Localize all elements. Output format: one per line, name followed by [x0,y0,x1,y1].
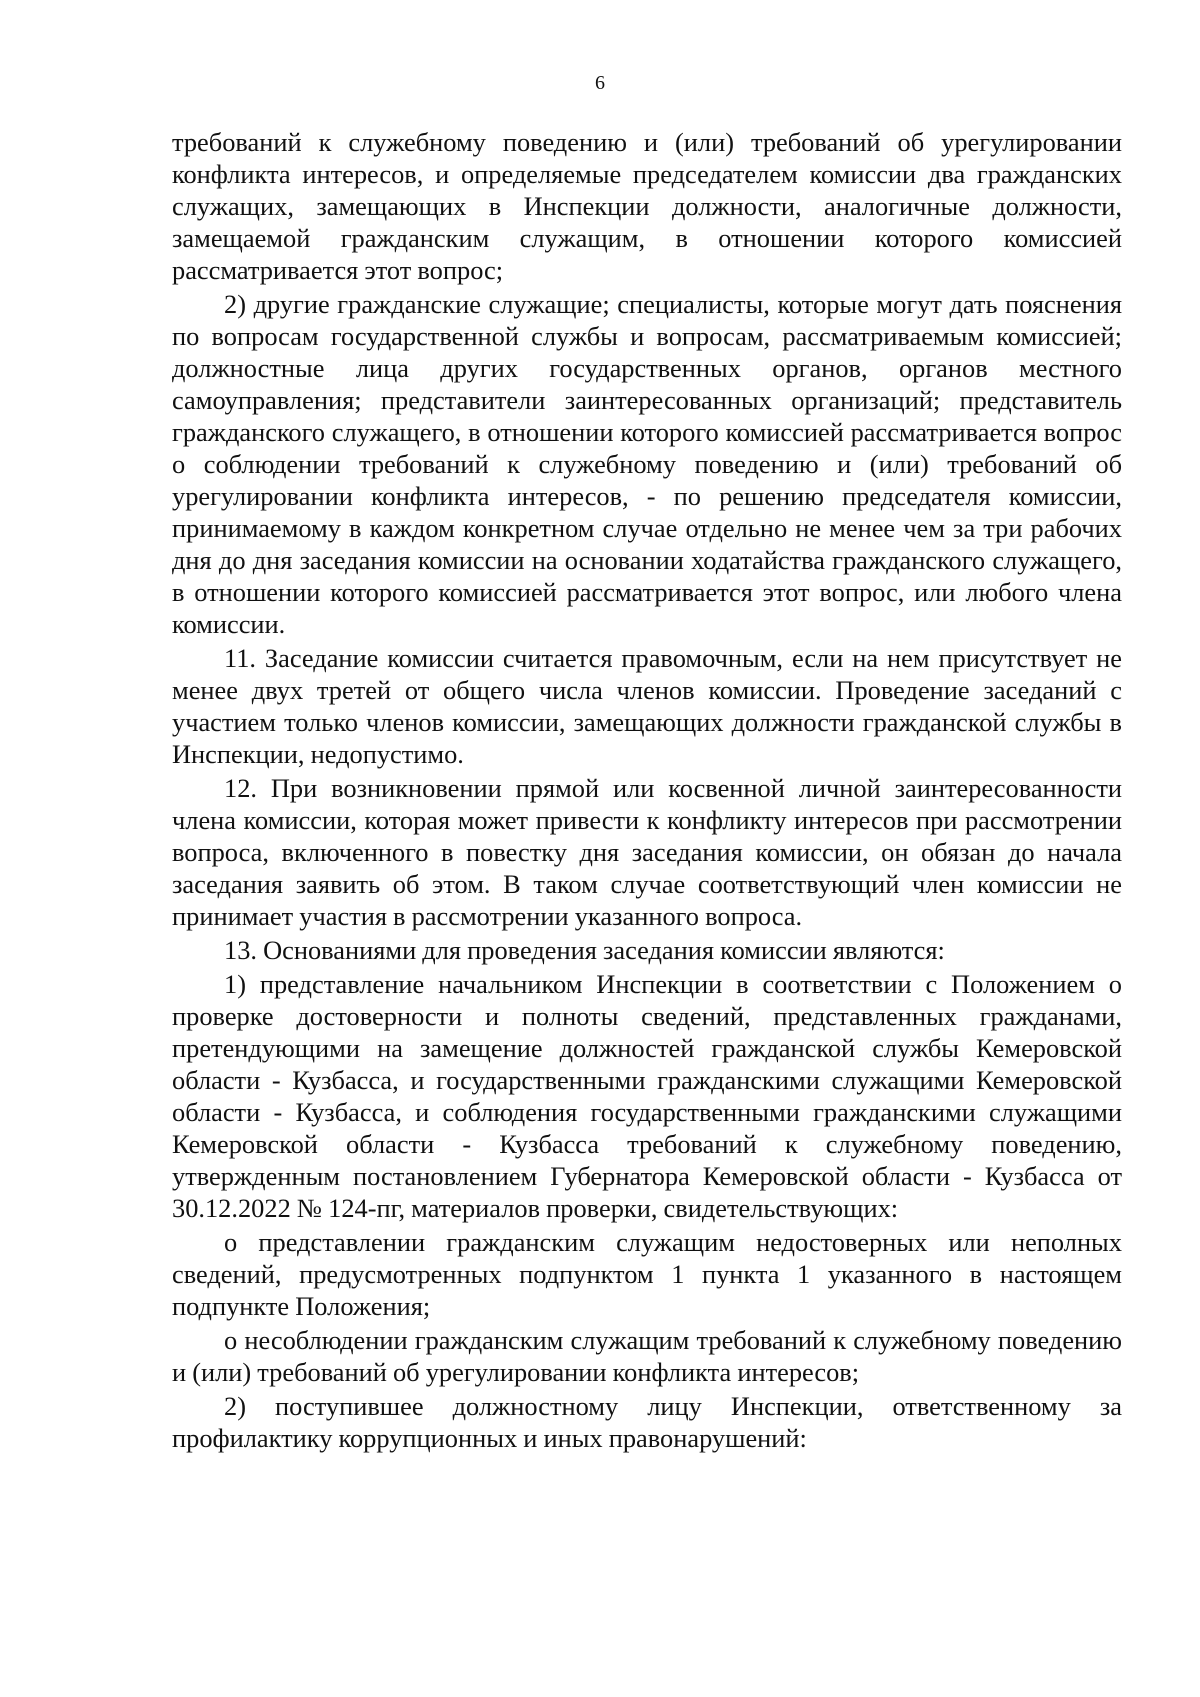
paragraph-continuation: требований к служебному поведению и (или) требований об урегулировании конфликта интересов, и определяемые председателем комиссии два гражданских служащих, замещающих в Инспекции должности, аналогичные должности, замещаемой гражданским служащим, в отношении которого комиссией рассматривается этот вопрос; [172,127,1122,285]
paragraph-item-2-participants: 2) другие гражданские служащие; специалисты, которые могут дать пояснения по вопросам государственной службы и вопросам, рассматриваемым комиссией; должностные лица других государственных органов, органов местного самоуправления; представители заинтересованных организаций; представитель гражданского служащего, в отношении которого комиссией рассматривается вопрос о соблюдении требований к служебному поведению и (или) требований об урегулировании конфликта интересов, - по решению председателя комиссии, принимаемому в каждом конкретном случае отдельно не менее чем за три рабочих дня до дня заседания комиссии на основании ходатайства гражданского служащего, в отношении которого комиссией рассматривается этот вопрос, или любого члена комиссии. [172,289,1122,639]
paragraph-12-conflict: 12. При возникновении прямой или косвенной личной заинтересованности члена комиссии, которая может привести к конфликту интересов при рассмотрении вопроса, включенного в повестку дня заседания комиссии, он обязан до начала заседания заявить об этом. В таком случае соответствующий член комиссии не принимает участия в рассмотрении указанного вопроса. [172,773,1122,931]
paragraph-13-item-1-sub-b: о несоблюдении гражданским служащим требований к служебному поведению и (или) требований об урегулировании конфликта интересов; [172,1325,1122,1387]
paragraph-11-quorum: 11. Заседание комиссии считается правомочным, если на нем присутствует не менее двух третей от общего числа членов комиссии. Проведение заседаний с участием только членов комиссии, замещающих должности гражданской службы в Инспекции, недопустимо. [172,643,1122,769]
page-number: 6 [595,72,605,94]
paragraph-13-grounds: 13. Основаниями для проведения заседания комиссии являются: [224,935,945,965]
paragraph-13-item-2: 2) поступившее должностному лицу Инспекции, ответственному за профилактику коррупционных и иных правонарушений: [172,1391,1122,1453]
document-body [172,126,1122,1454]
paragraph-13-item-1: 1) представление начальником Инспекции в соответствии с Положением о проверке достоверности и полноты сведений, представленных гражданами, претендующими на замещение должностей гражданской службы Кемеровской области - Кузбасса, и государственными гражданскими служащими Кемеровской области - Кузбасса, и соблюдения государственными гражданскими служащими Кемеровской области - Кузбасса требований к служебному поведению, утвержденным постановлением Губернатора Кемеровской области - Кузбасса от 30.12.2022 № 124-пг, материалов проверки, свидетельствующих: [172,969,1122,1223]
paragraph-13-item-1-sub-a: о представлении гражданским служащим недостоверных или неполных сведений, предусмотренных подпунктом 1 пункта 1 указанного в настоящем подпункте Положения; [172,1227,1122,1321]
